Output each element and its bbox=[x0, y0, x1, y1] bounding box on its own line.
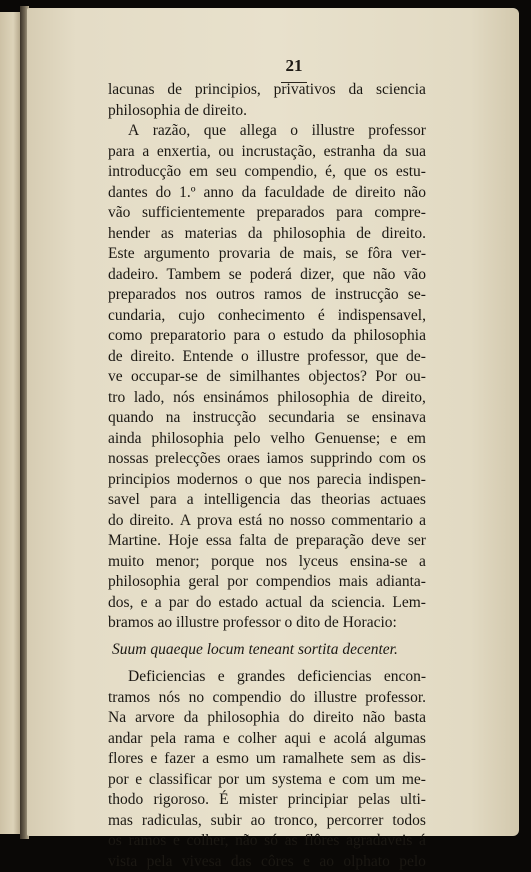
text-line: philosophia de direito. bbox=[108, 101, 426, 122]
text-line: dadeiro. Tambem se poderá dizer, que não vão bbox=[108, 265, 426, 286]
text-line: Martine. Hoje essa falta de preparação deve ser bbox=[108, 531, 426, 552]
text-line: A razão, que allega o illustre professor bbox=[108, 121, 426, 142]
text-line: para a enxertia, ou incrustação, estranha da sua bbox=[108, 142, 426, 163]
text-line: do direito. A prova está no nosso commentario a bbox=[108, 511, 426, 532]
text-line: como preparatorio para o estudo da philosophia bbox=[108, 326, 426, 347]
text-line: savel para a intelligencia das theorias actuaes bbox=[108, 490, 426, 511]
text-line: muito menor; porque nos lyceus ensina-se a bbox=[108, 552, 426, 573]
page-number: 21 bbox=[264, 56, 324, 76]
text-line: cundaria, cujo conhecimento é indispensavel, bbox=[108, 306, 426, 327]
text-line: dos, e a par do estado actual da sciencia. Lem- bbox=[108, 593, 426, 614]
text-line: lacunas de principios, privativos da sciencia bbox=[108, 80, 426, 101]
text-line: principios modernos o que nos parecia indispen- bbox=[108, 470, 426, 491]
text-line: de direito. Entende o illustre professor, que de- bbox=[108, 347, 426, 368]
text-line: preparados nos outros ramos de instrucção se- bbox=[108, 285, 426, 306]
verse-quote-line: Suum quaeque locum teneant sortita decenter. bbox=[108, 640, 426, 661]
text-line: thodo rigoroso. É mister principiar pelas ulti- bbox=[108, 790, 426, 811]
text-line: andar pela rama e colher aqui e acolá algumas bbox=[108, 729, 426, 750]
text-line: tramos nós no compendio do illustre professor. bbox=[108, 688, 426, 709]
text-line: mas radiculas, subir ao tronco, percorrer todos bbox=[108, 811, 426, 832]
text-line: nossas prelecções oraes iamos supprindo com os bbox=[108, 449, 426, 470]
text-line: bramos ao illustre professor o dito de Horacio: bbox=[108, 613, 426, 634]
text-line: flores e fazer a esmo um ramalhete sem as dis- bbox=[108, 749, 426, 770]
text-line: por e classificar por um systema e com um me- bbox=[108, 770, 426, 791]
text-line: Este argumento provaria de mais, se fôra ver- bbox=[108, 244, 426, 265]
text-line: ve occupar-se de similhantes objectos? Por ou- bbox=[108, 367, 426, 388]
text-line: Deficiencias e grandes deficiencias encon- bbox=[108, 667, 426, 688]
text-line: tro lado, nós ensinámos philosophia de direito, bbox=[108, 388, 426, 409]
text-line: os ramos e colher, não só as flôres agradaveis á bbox=[108, 831, 426, 852]
text-line: vão sufficientemente preparados para compre- bbox=[108, 203, 426, 224]
body-text bbox=[108, 80, 426, 872]
text-line: introducção em seu compendio, é, que os estu- bbox=[108, 162, 426, 183]
paragraph bbox=[108, 667, 426, 872]
text-line: hender as materias da philosophia de direito. bbox=[108, 224, 426, 245]
text-line: quando na instrucção secundaria se ensinava bbox=[108, 408, 426, 429]
text-line: dantes do 1.º anno da faculdade de direito não bbox=[108, 183, 426, 204]
text-line: ainda philosophia pelo velho Genuense; e em bbox=[108, 429, 426, 450]
paragraph bbox=[108, 80, 426, 121]
text-line: philosophia geral por compendios mais adianta- bbox=[108, 572, 426, 593]
paragraph bbox=[108, 640, 426, 661]
facing-page-edge bbox=[0, 12, 22, 834]
paragraph bbox=[108, 121, 426, 634]
text-line: vista pela vivesa das côres e ao olphato pelo bbox=[108, 852, 426, 872]
text-line: Na arvore da philosophia do direito não basta bbox=[108, 708, 426, 729]
